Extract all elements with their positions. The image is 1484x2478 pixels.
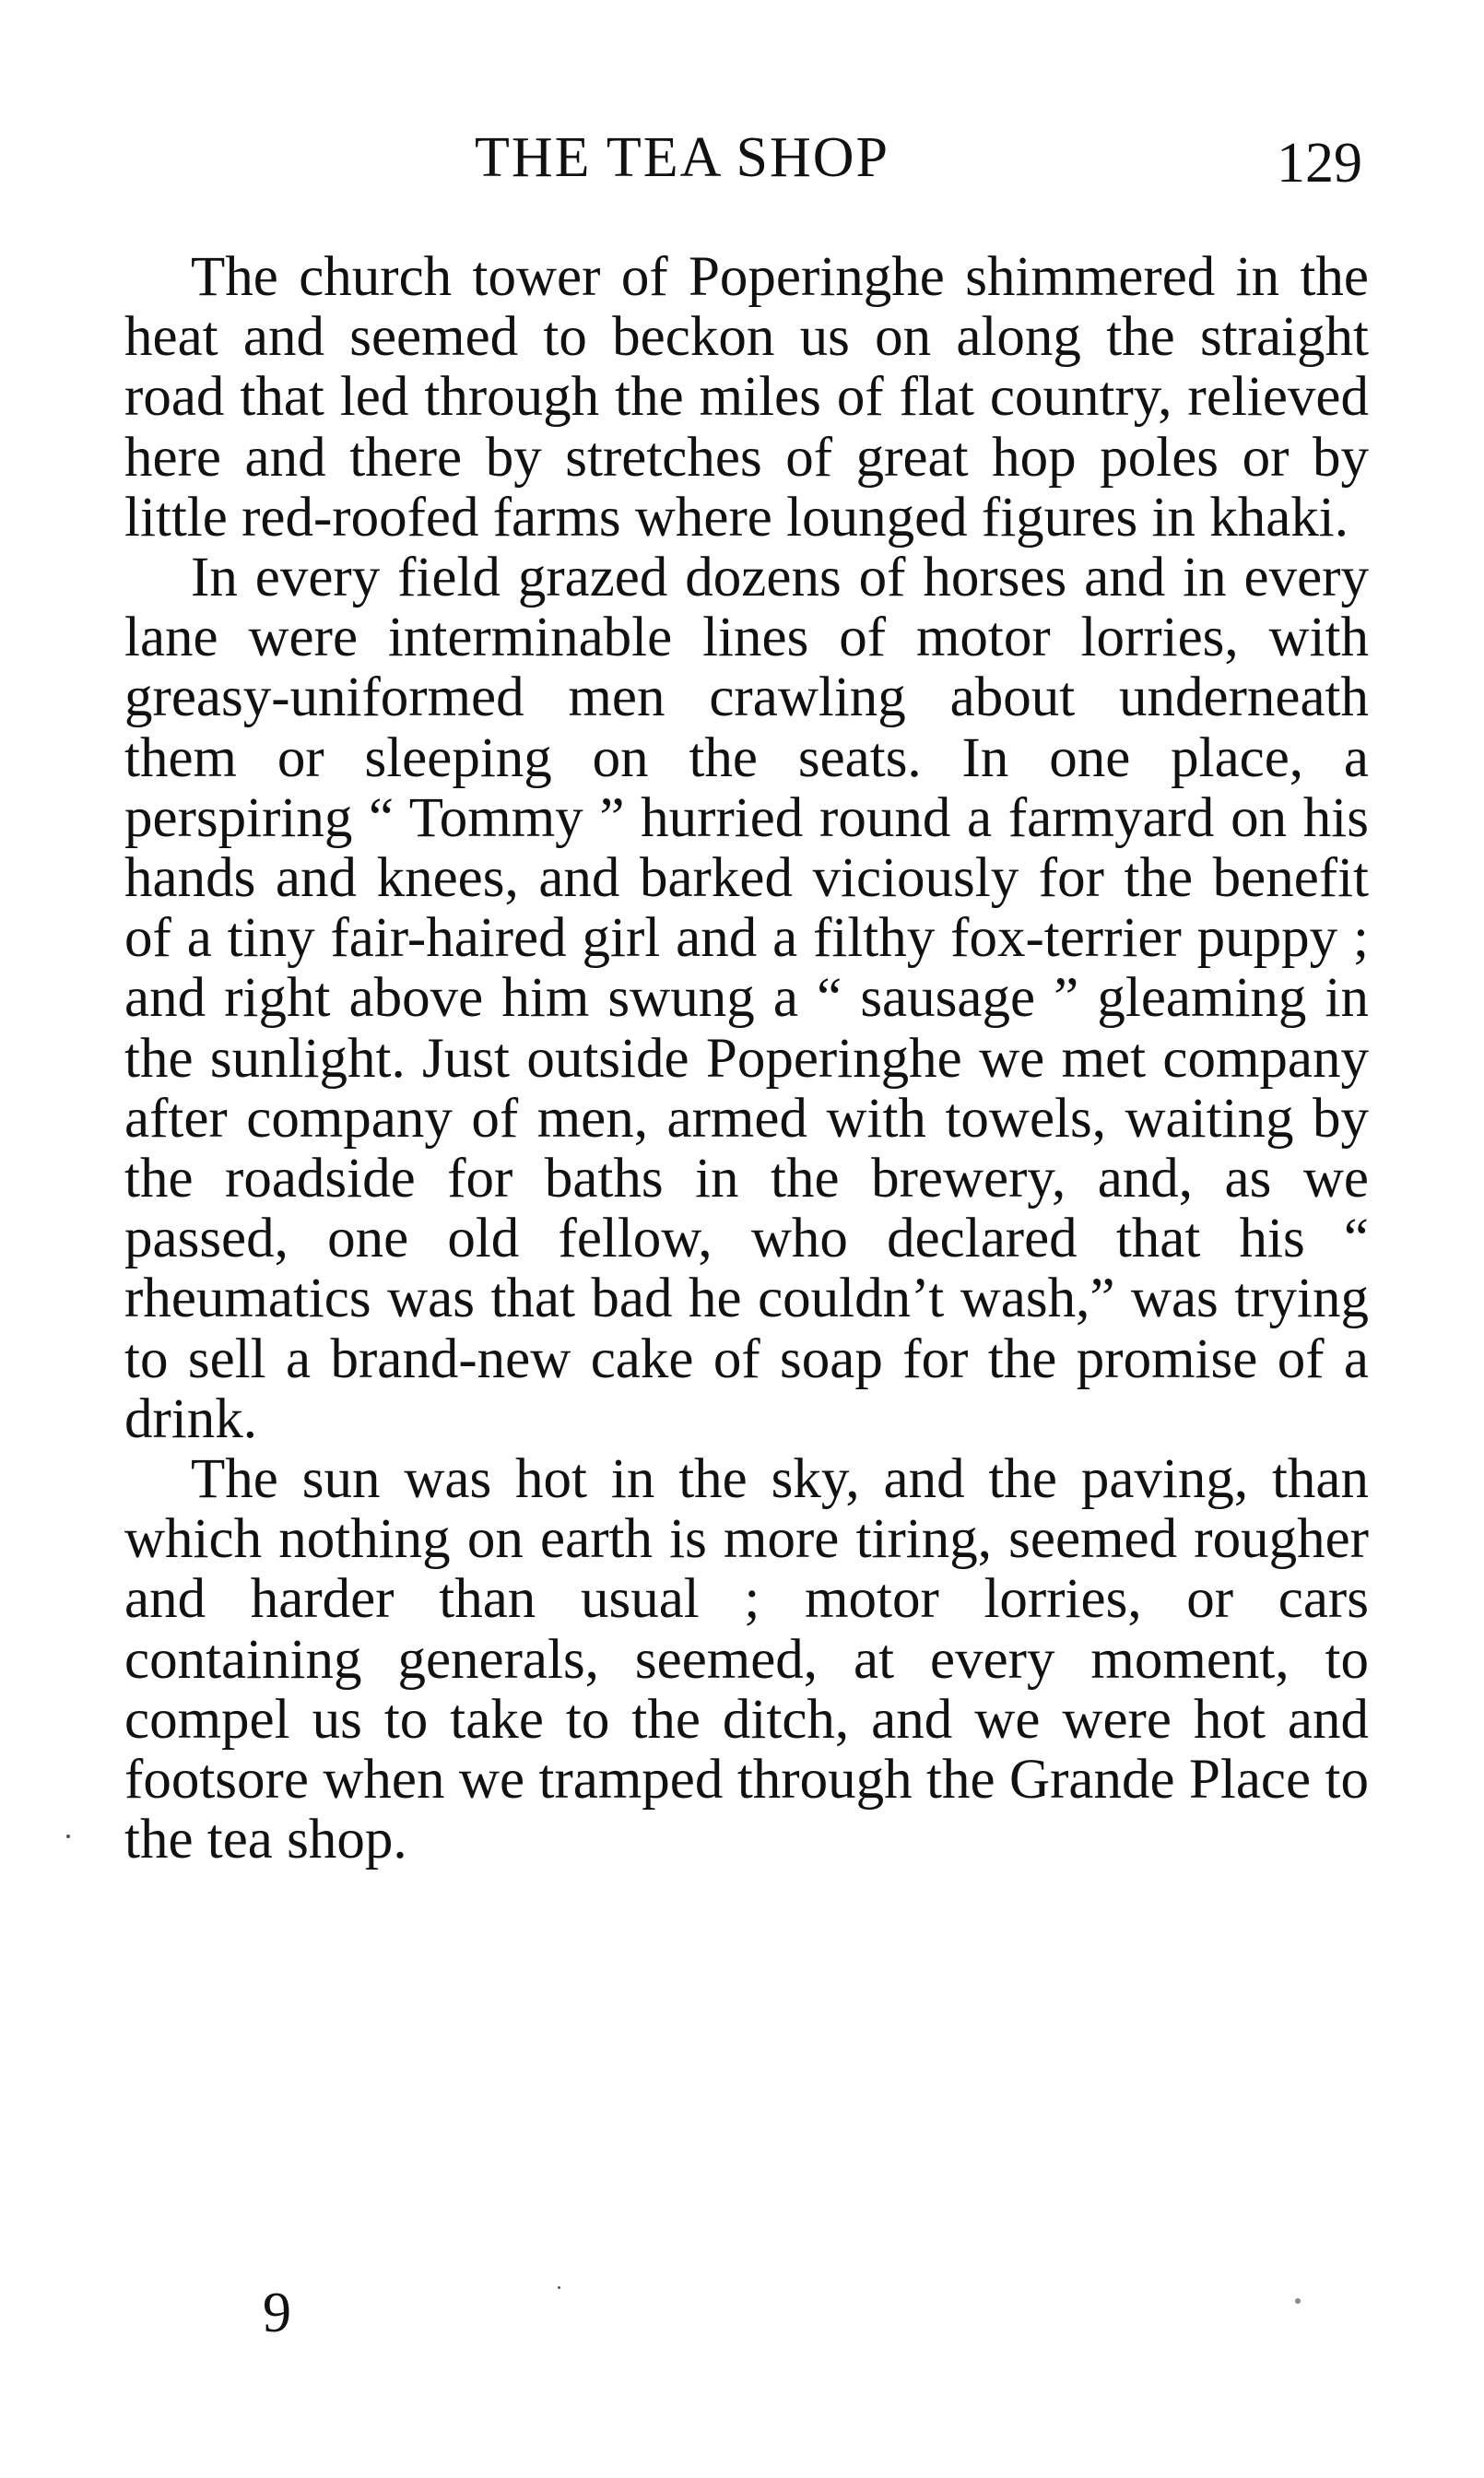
print-speck [66,1835,70,1838]
paragraph: The sun was hot in the sky, and the paving, than which nothing on earth is more tiring, seemed rougher and harder than usual ; motor lorries, or cars containing generals, seemed, at every moment, to compel us to take to the ditch, and we were hot and footsore when we tramped through the Grande Place to the tea shop. [124,1448,1369,1871]
signature-mark: 9 [263,2282,291,2344]
running-title: THE TEA SHOP [475,126,890,189]
print-speck [1295,2298,1301,2304]
page-number: 129 [1277,132,1362,195]
body-text [124,247,1369,1870]
paragraph: In every field grazed dozens of horses and in every lane were interminable lines of motor lorries, with greasy-uniformed men crawling about underneath them or sleeping on the seats. In one place, a perspiring “ Tommy ” hurried round a farmyard on his hands and knees, and barked viciously for the benefit of a tiny fair-haired girl and a filthy fox-terrier puppy ; and right above him swung a “ sausage ” gleaming in the sunlight. Just outside Poperinghe we met company after company of men, armed with towels, waiting by the roadside for baths in the brewery, and, as we passed, one old fellow, who declared that his “ rheumatics was that bad he couldn’t wash,” was trying to sell a brand-new cake of soap for the promise of a drink. [124,547,1369,1450]
paragraph: The church tower of Poperinghe shimmered in the heat and seemed to beckon us on along the straight road that led through the miles of flat country, relieved here and there by stretches of great hop poles or by little red-roofed farms where lounged figures in khaki. [124,246,1369,549]
print-speck [558,2286,560,2289]
